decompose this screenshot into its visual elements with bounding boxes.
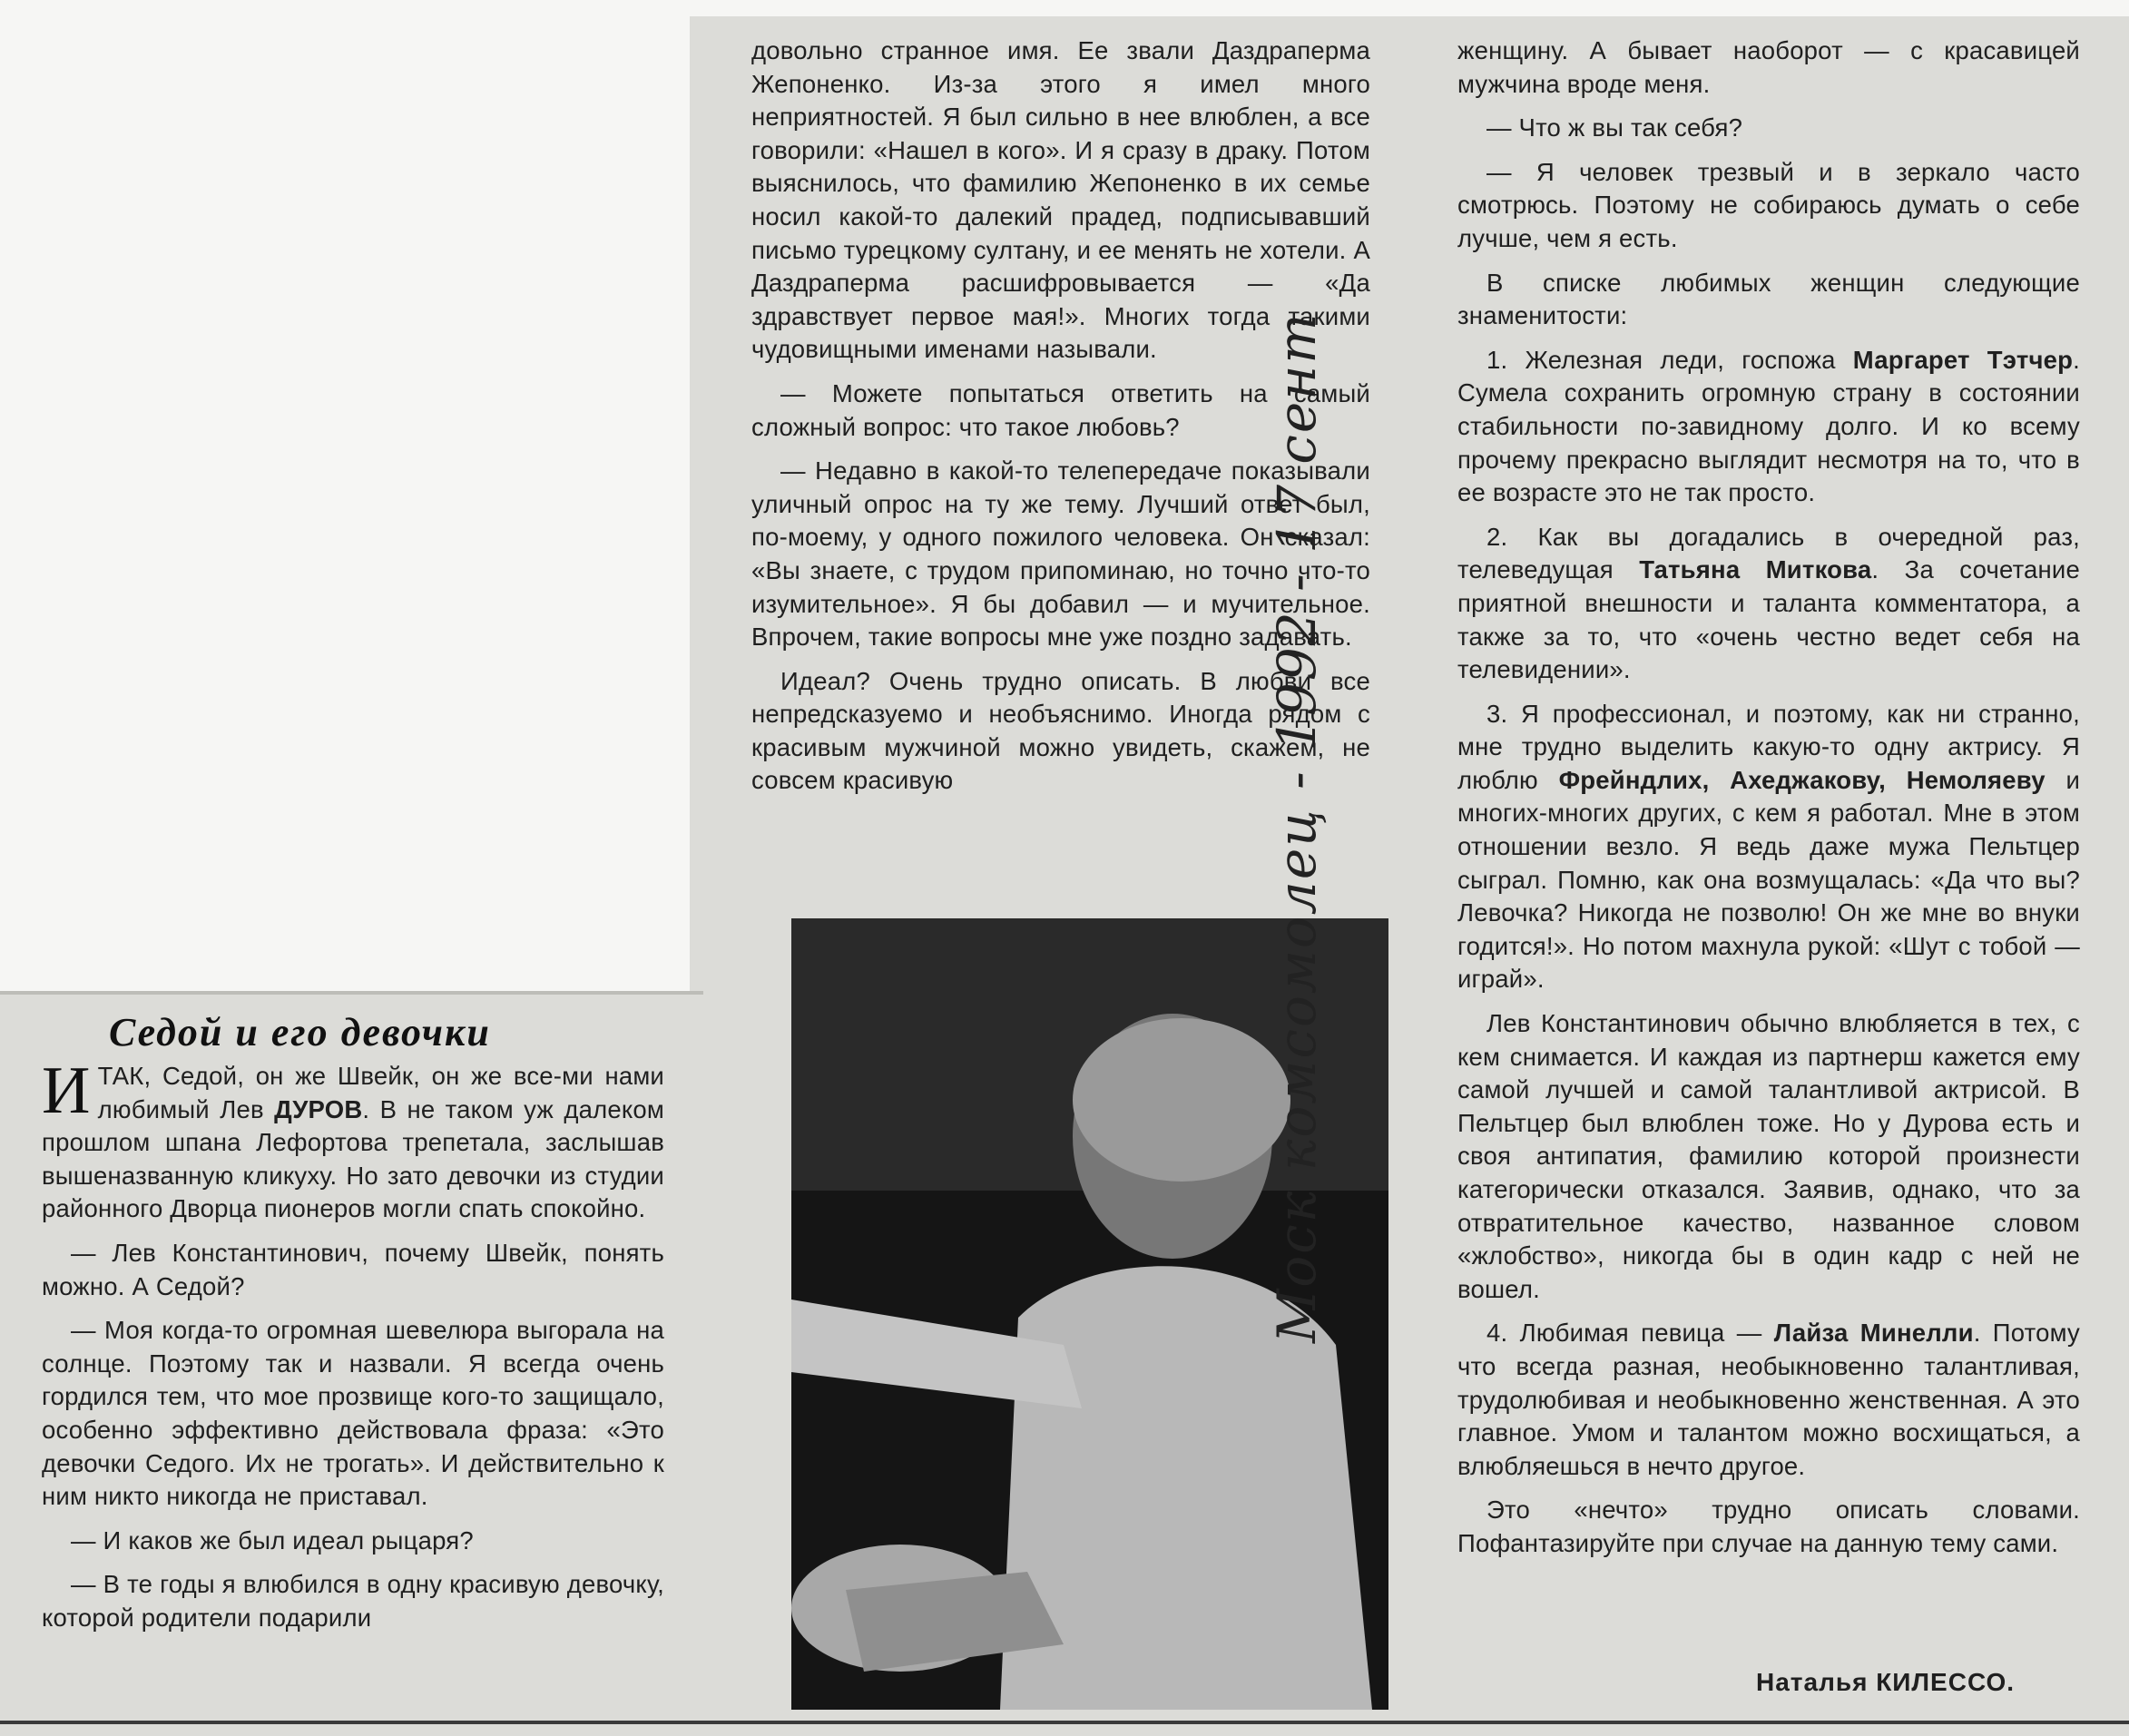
bold-name: Маргарет Тэтчер: [1852, 345, 2074, 374]
text-run: женщину. А бывает наоборот — с красавицей мужчина вроде меня.: [1457, 36, 2080, 98]
paragraph: [1457, 1494, 2080, 1560]
drop-cap: И: [42, 1054, 91, 1128]
text-run: . Сумела сохранить огромную страну в состоянии стабильности по-завидному долго. И ко всему прочему прекрасно выглядит несмотря на то, что в ее возрасте это не так просто.: [1457, 345, 2080, 507]
paragraph: [1457, 34, 2080, 101]
clipping-cut-edge: [0, 991, 703, 995]
text-run: ТАК, Седой, он же Швейк, он же все-ми нами любимый Лев: [97, 1062, 664, 1123]
paragraph: [42, 1314, 664, 1514]
text-run: и многих-многих других, с кем я работал. Мне в этом отношении везло. Я ведь даже мужа Пельтцер сыграл. Помню, как она возмущалась: «Да что вы? Левочка? Никогда не позволю! Он же мне во внуки годится!». Но потом махнула рукой: «Шут с тобой — играй».: [1457, 765, 2080, 994]
text-run: — Моя когда-то огромная шевелюра выгорала на солнце. Поэтому так и назвали. Я всегда очень гордился тем, что мое прозвище кого-то защищало, особенно эффективно действовала фраза: «Это девочки Седого. Их не трогать». И действительно к ним никто никогда не приставал.: [42, 1316, 664, 1511]
paragraph: [1457, 344, 2080, 510]
text-run: Лев Константинович обычно влюбляется в тех, с кем снимается. И каждая из партнерш кажется ему самой лучшей и самой талантливой актрисой. В Пельтцер был влюблен тоже. Но у Дурова есть и своя антипатия, фамилию которой произнести категорически отказался. Заявив, однако, что за отвратительное качество, названное словом «жлобство», никогда бы в один кадр с ней не вошел.: [1457, 1009, 2080, 1303]
text-run: Это «нечто» трудно описать словами. Пофантазируйте при случае на данную тему сами.: [1457, 1496, 2080, 1557]
text-run: 2. Как вы догадались в очередной раз, телеведущая: [1457, 522, 2080, 584]
text-run: довольно странное имя. Ее звали Даздраперма Жепоненко. Из-за этого я имел много неприятностей. Я был сильно в нее влюблен, а все говорили: «Нашел в кого». И я сразу в драку. Потом выяснилось, что фамилию Жепоненко в их семье носил какой-то далекий прадед, подписывавший письмо турецкому султану, и ее менять не хотели. А Даздраперма расшифровывается — «Да здравствует первое мая!». Многих тогда такими чудовищными именами называли.: [751, 36, 1370, 364]
text-run: — Недавно в какой-то телепередаче показывали уличный опрос на ту же тему. Лучший ответ был, по-моему, у одного пожилого человека. Он сказал: «Вы знаете, с трудом припоминаю, но точно что-то изумительное». Я бы добавил — и мучительное. Впрочем, такие вопросы мне уже поздно задавать.: [751, 456, 1370, 652]
text-run: 3. Я профессионал, и поэтому, как ни странно, мне трудно выделить какую-то одну актрису. Я люблю: [1457, 699, 2080, 794]
bottom-rule: [0, 1721, 2129, 1724]
paragraph: [1457, 267, 2080, 333]
text-run: — В те годы я влюбился в одну красивую девочку, которой родители подарили: [42, 1570, 664, 1632]
paragraph: [1457, 112, 2080, 145]
paragraph: [42, 1054, 664, 1226]
paragraph: [1457, 1007, 2080, 1306]
text-run: — И каков же был идеал рыцаря?: [71, 1525, 474, 1555]
article-column-left: [42, 1054, 664, 1646]
paragraph: [1457, 1317, 2080, 1483]
paragraph: [42, 1568, 664, 1634]
text-run: 4. Любимая певица —: [1486, 1319, 1774, 1348]
text-run: Идеал? Очень трудно описать. В любви все непредсказуемо и необъяснимо. Иногда рядом с красивым мужчиной можно увидеть, скажем, не совсем красивую: [751, 666, 1370, 795]
article-column-right: [1457, 34, 2080, 1572]
text-run: В списке любимых женщин следующие знаменитости:: [1457, 268, 2080, 330]
text-run: . Потому что всегда разная, необыкновенно талантливая, трудолюбивая и необыкновенно женственная. А это главное. Умом и талантом можно восхищаться, а влюбляешься в нечто другое.: [1457, 1319, 2080, 1480]
bold-name: ДУРОВ: [274, 1094, 363, 1123]
text-run: . В не таком уж далеком прошлом шпана Лефортова трепетала, заслышав вышеназванную кликуху. Но зато девочки из студии районного Дворца пионеров могли спать спокойно.: [42, 1094, 664, 1223]
paragraph: [42, 1237, 664, 1303]
paragraph: [42, 1525, 664, 1558]
text-run: — Что ж вы так себя?: [1486, 113, 1743, 142]
text-run: — Можете попытаться ответить на самый сложный вопрос: что такое любовь?: [751, 378, 1370, 441]
text-run: . За сочетание приятной внешности и таланта комментатора, а также за то, что «очень честно ведет себя на телевидении».: [1457, 555, 2080, 684]
bold-name: Татьяна Миткова: [1639, 555, 1872, 584]
bold-name: Фрейндлих, Ахеджакову, Немоляеву: [1558, 765, 2046, 794]
paragraph: [1457, 698, 2080, 996]
text-run: — Я человек трезвый и в зеркало часто смотрюсь. Поэтому не собираюсь думать о себе лучше, чем я есть.: [1457, 157, 2080, 252]
paragraph: [1457, 156, 2080, 256]
bold-name: Лайза Минелли: [1773, 1319, 1974, 1348]
byline: Наталья КИЛЕССО.: [1756, 1668, 2016, 1696]
text-run: 1. Железная леди, госпожа: [1486, 345, 1853, 374]
handwritten-source-note: Моск комсомолец - 1992 - 17 сент: [1266, 311, 1328, 1343]
article-headline: Седой и его девочки: [109, 1010, 491, 1054]
text-run: — Лев Константинович, почему Швейк, понять можно. А Седой?: [42, 1238, 664, 1300]
paragraph: [1457, 521, 2080, 687]
